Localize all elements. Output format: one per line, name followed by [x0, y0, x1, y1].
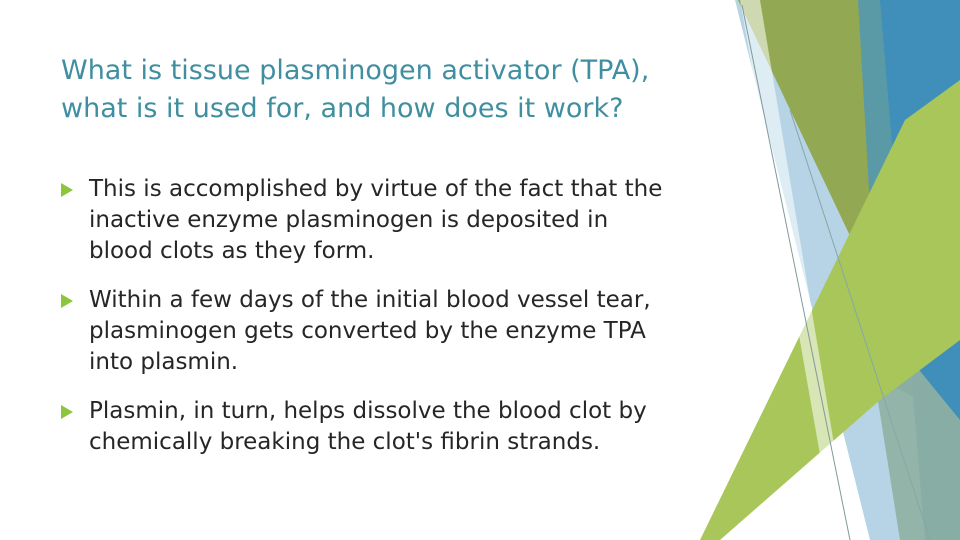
- triangle-bullet-icon: [61, 294, 73, 308]
- bullet-list: [61, 174, 741, 476]
- triangle-bullet-icon: [61, 405, 73, 419]
- title-line: What is tissue plasminogen activator (TPA),: [61, 55, 650, 86]
- bullet-item: [61, 285, 741, 378]
- slide-title: [61, 52, 721, 128]
- bullet-line: into plasmin.: [89, 349, 239, 375]
- bullet-line: blood clots as they form.: [89, 238, 375, 264]
- title-line: what is it used for, and how does it work?: [61, 93, 624, 124]
- bullet-item: [61, 396, 741, 458]
- bullet-line: Within a few days of the initial blood vessel tear,: [89, 287, 651, 313]
- bullet-line: plasminogen gets converted by the enzyme TPA: [89, 318, 646, 344]
- bullet-line: chemically breaking the clot's fibrin strands.: [89, 429, 601, 455]
- bullet-line: Plasmin, in turn, helps dissolve the blood clot by: [89, 398, 647, 424]
- triangle-bullet-icon: [61, 183, 73, 197]
- bullet-line: inactive enzyme plasminogen is deposited in: [89, 207, 609, 233]
- bullet-line: This is accomplished by virtue of the fact that the: [89, 176, 663, 202]
- bullet-item: [61, 174, 741, 267]
